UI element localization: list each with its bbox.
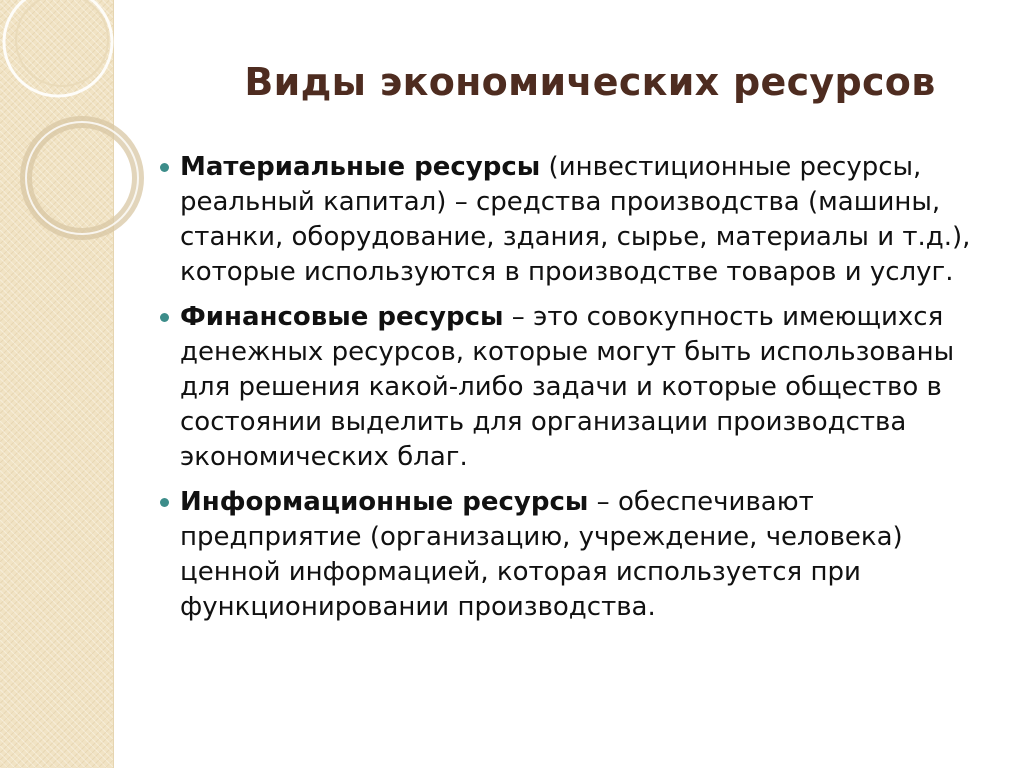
item-term: Финансовые ресурсы	[180, 302, 504, 332]
item-text: – это совокупность имеющихся денежных ресурсов, которые могут быть использованы для решения какой-либо задачи и которые общество в состоянии выделить для организации производства экономических благ.	[180, 302, 955, 472]
item-text: (инвестиционные ресурсы, реальный капитал) – средства производства (машины, станки, оборудование, здания, сырье, материалы и т.д.), которые используются в производстве товаров и услуг.	[180, 152, 971, 287]
item-text: – обеспечивают предприятие (организацию, учреждение, человека) ценной информацией, которая используется при функционировании производства.	[180, 487, 903, 622]
bullet-icon	[160, 163, 169, 172]
list-item	[160, 300, 990, 475]
bullet-icon	[160, 498, 169, 507]
list-item	[160, 150, 990, 290]
list-item	[160, 485, 990, 625]
item-term: Материальные ресурсы	[180, 152, 541, 182]
bullet-icon	[160, 313, 169, 322]
slide-title: Виды экономических ресурсов	[244, 60, 936, 104]
decorative-side-panel	[0, 0, 114, 768]
decorative-rings-icon	[0, 0, 160, 300]
bullet-list	[160, 150, 990, 635]
item-term: Информационные ресурсы	[180, 487, 589, 517]
